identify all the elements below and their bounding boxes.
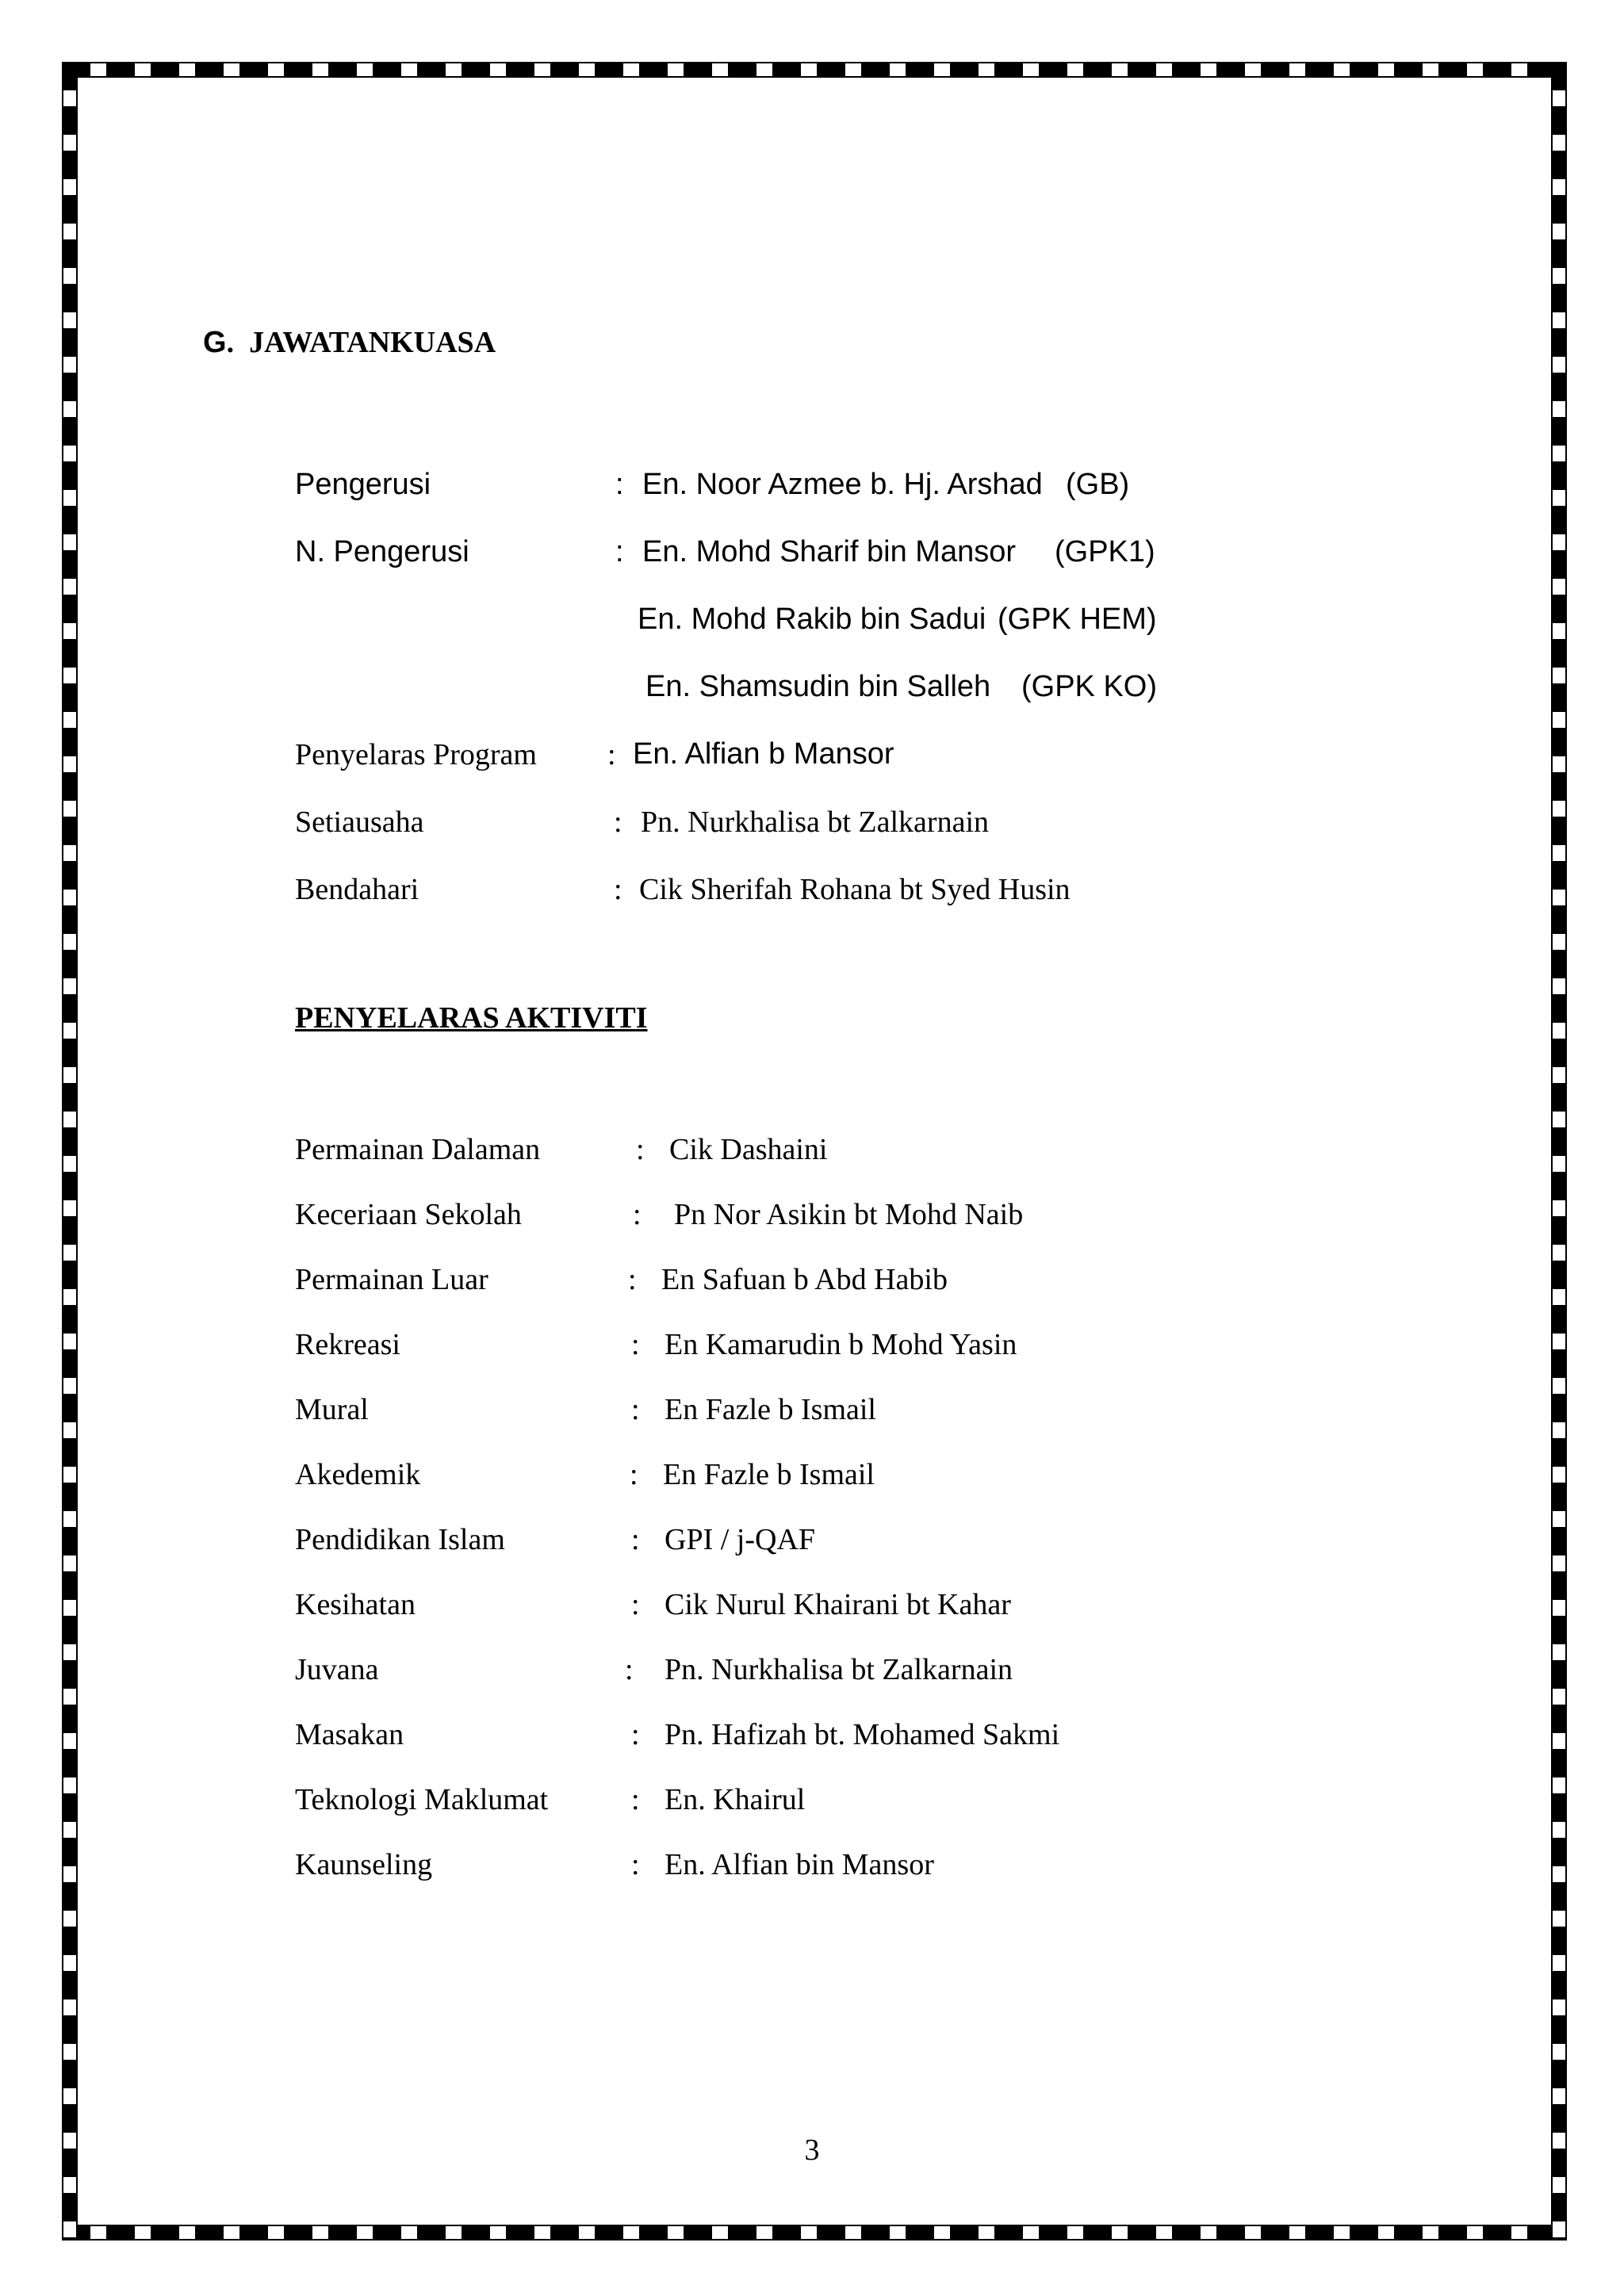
colon: :	[615, 535, 624, 568]
colon: :	[636, 1133, 645, 1166]
colon: :	[631, 1523, 640, 1556]
activity-coordinator: En Safuan b Abd Habib	[661, 1263, 948, 1296]
section-heading	[203, 325, 496, 360]
committee-name: En. Mohd Sharif bin Mansor	[642, 535, 1017, 568]
colon: :	[630, 1458, 638, 1491]
page-border-top	[62, 62, 1567, 78]
colon: :	[631, 1718, 640, 1751]
activity-coordinator: Pn. Nurkhalisa bt Zalkarnain	[665, 1653, 1013, 1686]
activity-coordinator: GPI / j-QAF	[665, 1523, 816, 1556]
section-separator: .	[226, 326, 235, 359]
activity-name: Mural	[295, 1393, 369, 1426]
committee-name: Cik Sherifah Rohana bt Syed Husin	[639, 873, 1071, 906]
committee-role: Pengerusi	[295, 468, 431, 501]
committee-name: En. Mohd Rakib bin Sadui	[638, 603, 986, 636]
activity-name: Teknologi Maklumat	[295, 1783, 549, 1816]
activity-coordinator: En Kamarudin b Mohd Yasin	[665, 1328, 1017, 1361]
committee-role: N. Pengerusi	[295, 535, 469, 568]
activity-name: Kesihatan	[295, 1588, 416, 1621]
committee-role: Penyelaras Program	[295, 738, 537, 771]
activity-name: Juvana	[295, 1653, 379, 1686]
committee-name: En. Shamsudin bin Salleh	[645, 670, 991, 703]
committee-name: En. Alfian b Mansor	[633, 737, 894, 771]
activity-name: Kaunseling	[295, 1848, 433, 1881]
page-border-right	[1551, 62, 1567, 2241]
activity-name: Masakan	[295, 1718, 404, 1751]
colon: :	[615, 468, 624, 501]
committee-tag: (GPK1)	[1055, 535, 1155, 568]
committee-tag: (GB)	[1066, 468, 1130, 501]
activity-name: Rekreasi	[295, 1328, 400, 1361]
activity-coordinator: Cik Nurul Khairani bt Kahar	[665, 1588, 1011, 1621]
activity-coordinator: En. Khairul	[665, 1783, 806, 1816]
section-letter: G	[203, 326, 227, 359]
activity-name: Keceriaan Sekolah	[295, 1198, 522, 1231]
activity-coordinator: Pn Nor Asikin bt Mohd Naib	[674, 1198, 1024, 1231]
activity-coordinator: Cik Dashaini	[669, 1133, 828, 1166]
colon: :	[628, 1263, 637, 1296]
colon: :	[614, 873, 622, 906]
committee-tag: (GPK KO)	[1021, 670, 1158, 703]
committee-name: Pn. Nurkhalisa bt Zalkarnain	[641, 806, 990, 839]
committee-tag: (GPK HEM)	[998, 603, 1157, 636]
activity-name: Permainan Dalaman	[295, 1133, 541, 1166]
committee-role: Bendahari	[295, 873, 419, 906]
colon: :	[614, 806, 622, 839]
section-title: JAWATANKUASA	[249, 326, 496, 359]
committee-name: En. Noor Azmee b. Hj. Arshad	[642, 468, 1043, 501]
activity-name: Permainan Luar	[295, 1263, 488, 1296]
colon: :	[631, 1588, 640, 1621]
colon: :	[631, 1393, 640, 1426]
activity-coordinator: En Fazle b Ismail	[665, 1393, 876, 1426]
committee-role: Setiausaha	[295, 806, 424, 839]
colon: :	[625, 1653, 634, 1686]
colon: :	[607, 738, 616, 771]
page-number: 3	[804, 2133, 820, 2167]
colon: :	[631, 1848, 640, 1881]
activity-coordinator: En. Alfian bin Mansor	[665, 1848, 934, 1881]
colon: :	[631, 1328, 640, 1361]
activity-coordinator: Pn. Hafizah bt. Mohamed Sakmi	[665, 1718, 1060, 1751]
page-border-left	[62, 62, 78, 2241]
page-border-bottom	[62, 2225, 1567, 2241]
colon: :	[631, 1783, 640, 1816]
activity-name: Pendidikan Islam	[295, 1523, 505, 1556]
activity-coordinator: En Fazle b Ismail	[663, 1458, 875, 1491]
colon: :	[633, 1198, 642, 1231]
activity-name: Akedemik	[295, 1458, 421, 1491]
activities-heading: PENYELARAS AKTIVITI	[295, 1001, 648, 1035]
